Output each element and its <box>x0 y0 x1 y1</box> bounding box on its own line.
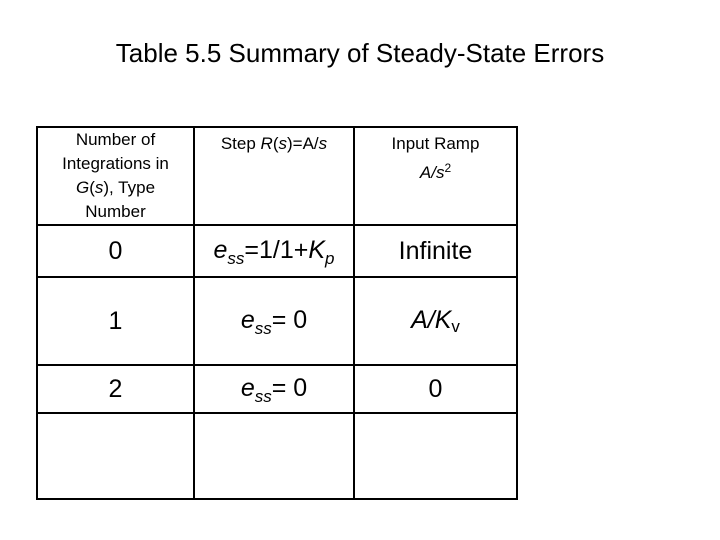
step-error-cell: $e_{ss}= 0$ <box>194 365 354 413</box>
empty-cell <box>37 413 194 499</box>
type-number-cell: 1 <box>37 277 194 365</box>
header-type-number: Number of Integrations in G(s), Type Number <box>37 127 194 225</box>
empty-cell <box>354 413 517 499</box>
type-number-cell: 0 <box>37 225 194 277</box>
table-row <box>37 365 517 413</box>
steady-state-error-table <box>36 126 518 500</box>
step-error-cell: $e_{ss}= 0$ <box>194 277 354 365</box>
header-ramp-input: Input Ramp $A/s^2$ <box>354 127 517 225</box>
page-title: Table 5.5 Summary of Steady-State Errors <box>115 38 605 68</box>
table-row <box>37 225 517 277</box>
table-row <box>37 277 517 365</box>
ramp-error-cell: A/Kv <box>354 277 517 365</box>
header-step-input: Step R(s)=A/s <box>194 127 354 225</box>
ramp-error-cell: 0 <box>354 365 517 413</box>
step-error-cell: $e_{ss}=1/1+K_p$ <box>194 225 354 277</box>
table-header-row <box>37 127 517 225</box>
type-number-cell: 2 <box>37 365 194 413</box>
empty-table-row <box>37 413 517 499</box>
empty-cell <box>194 413 354 499</box>
ramp-error-cell: Infinite <box>354 225 517 277</box>
